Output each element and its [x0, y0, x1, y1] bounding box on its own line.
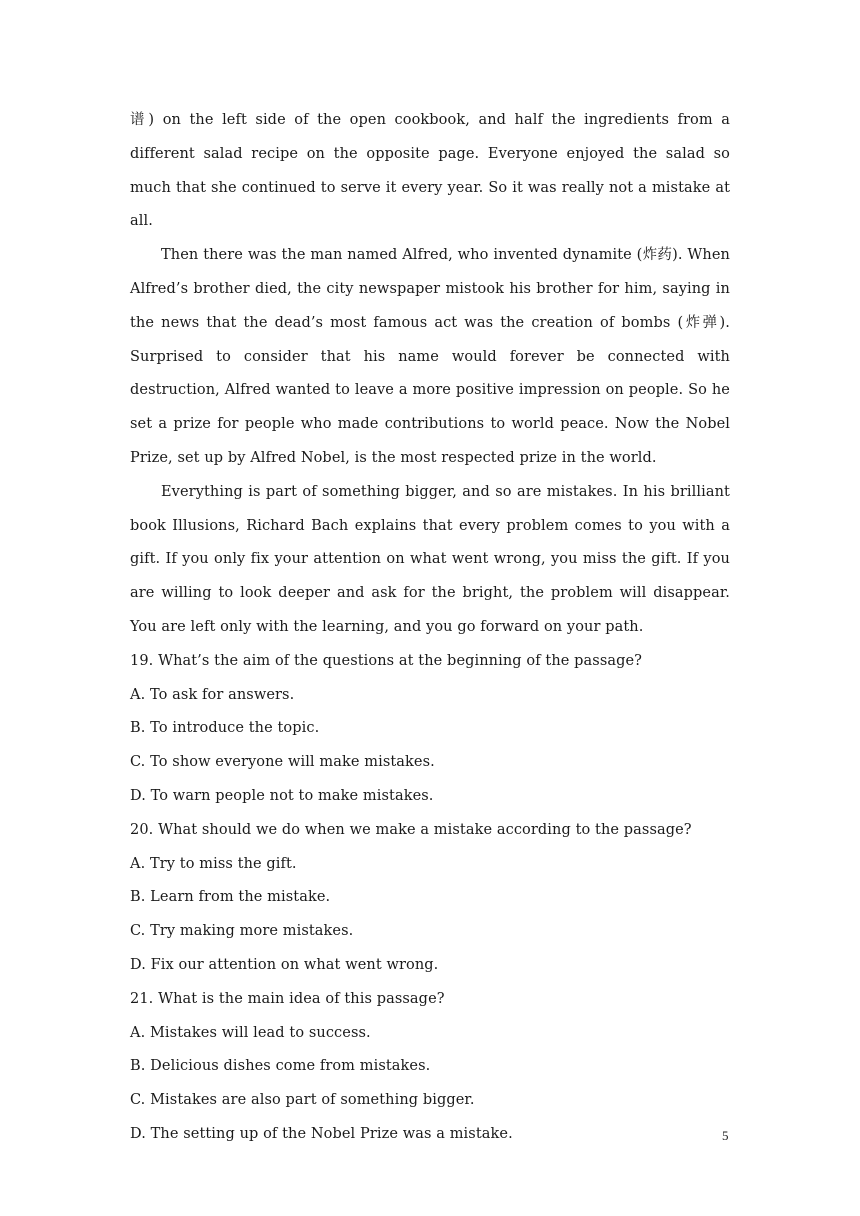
answer-option: A. To ask for answers.: [130, 686, 295, 703]
answer-option: B. Learn from the mistake.: [130, 889, 331, 906]
passage-paragraph: Everything is part of something bigger, and so are mistakes. In his brilliant book Illusions, Richard Bach explains that every problem comes to you with a gift. If you only fix your attention on what went wrong, you miss the gift. If you are willing to look deeper and ask for the bright, the problem will disappear. You are left only with the learning, and you go forward on your path.: [130, 483, 730, 635]
answer-option: A. Try to miss the gift.: [130, 855, 297, 872]
question-stem: 20. What should we do when we make a mistake according to the passage?: [130, 821, 692, 838]
question-19: [130, 645, 730, 814]
answer-option: D. Fix our attention on what went wrong.: [130, 956, 439, 973]
passage-paragraph: 谱) on the left side of the open cookbook, and half the ingredients from a different salad recipe on the opposite page. Everyone enjoyed the salad so much that she continued to serve it every year. So it was really not a mistake at all.: [130, 112, 730, 230]
question-21: [130, 983, 730, 1152]
answer-option: C. Try making more mistakes.: [130, 923, 354, 940]
answer-option: B. Delicious dishes come from mistakes.: [130, 1058, 431, 1075]
page-content: [130, 104, 730, 1152]
page-number: 5: [722, 1128, 729, 1143]
question-stem: 21. What is the main idea of this passage?: [130, 990, 445, 1007]
answer-option: C. Mistakes are also part of something bigger.: [130, 1092, 475, 1109]
answer-option: A. Mistakes will lead to success.: [130, 1024, 371, 1041]
passage-paragraph: Then there was the man named Alfred, who invented dynamite (炸药). When Alfred’s brother died, the city newspaper mistook his brother for him, saying in the news that the dead’s most famous act was the creation of bombs (炸弹). Surprised to consider that his name would forever be connected with destruction, Alfred wanted to leave a more positive impression on people. So he set a prize for people who made contributions to world peace. Now the Nobel Prize, set up by Alfred Nobel, is the most respected prize in the world.: [130, 247, 730, 466]
question-stem: 19. What’s the aim of the questions at the beginning of the passage?: [130, 652, 643, 669]
answer-option: D. The setting up of the Nobel Prize was a mistake.: [130, 1125, 513, 1142]
answer-option: C. To show everyone will make mistakes.: [130, 754, 435, 771]
answer-option: B. To introduce the topic.: [130, 720, 320, 737]
answer-option: D. To warn people not to make mistakes.: [130, 787, 434, 804]
question-20: [130, 814, 730, 983]
